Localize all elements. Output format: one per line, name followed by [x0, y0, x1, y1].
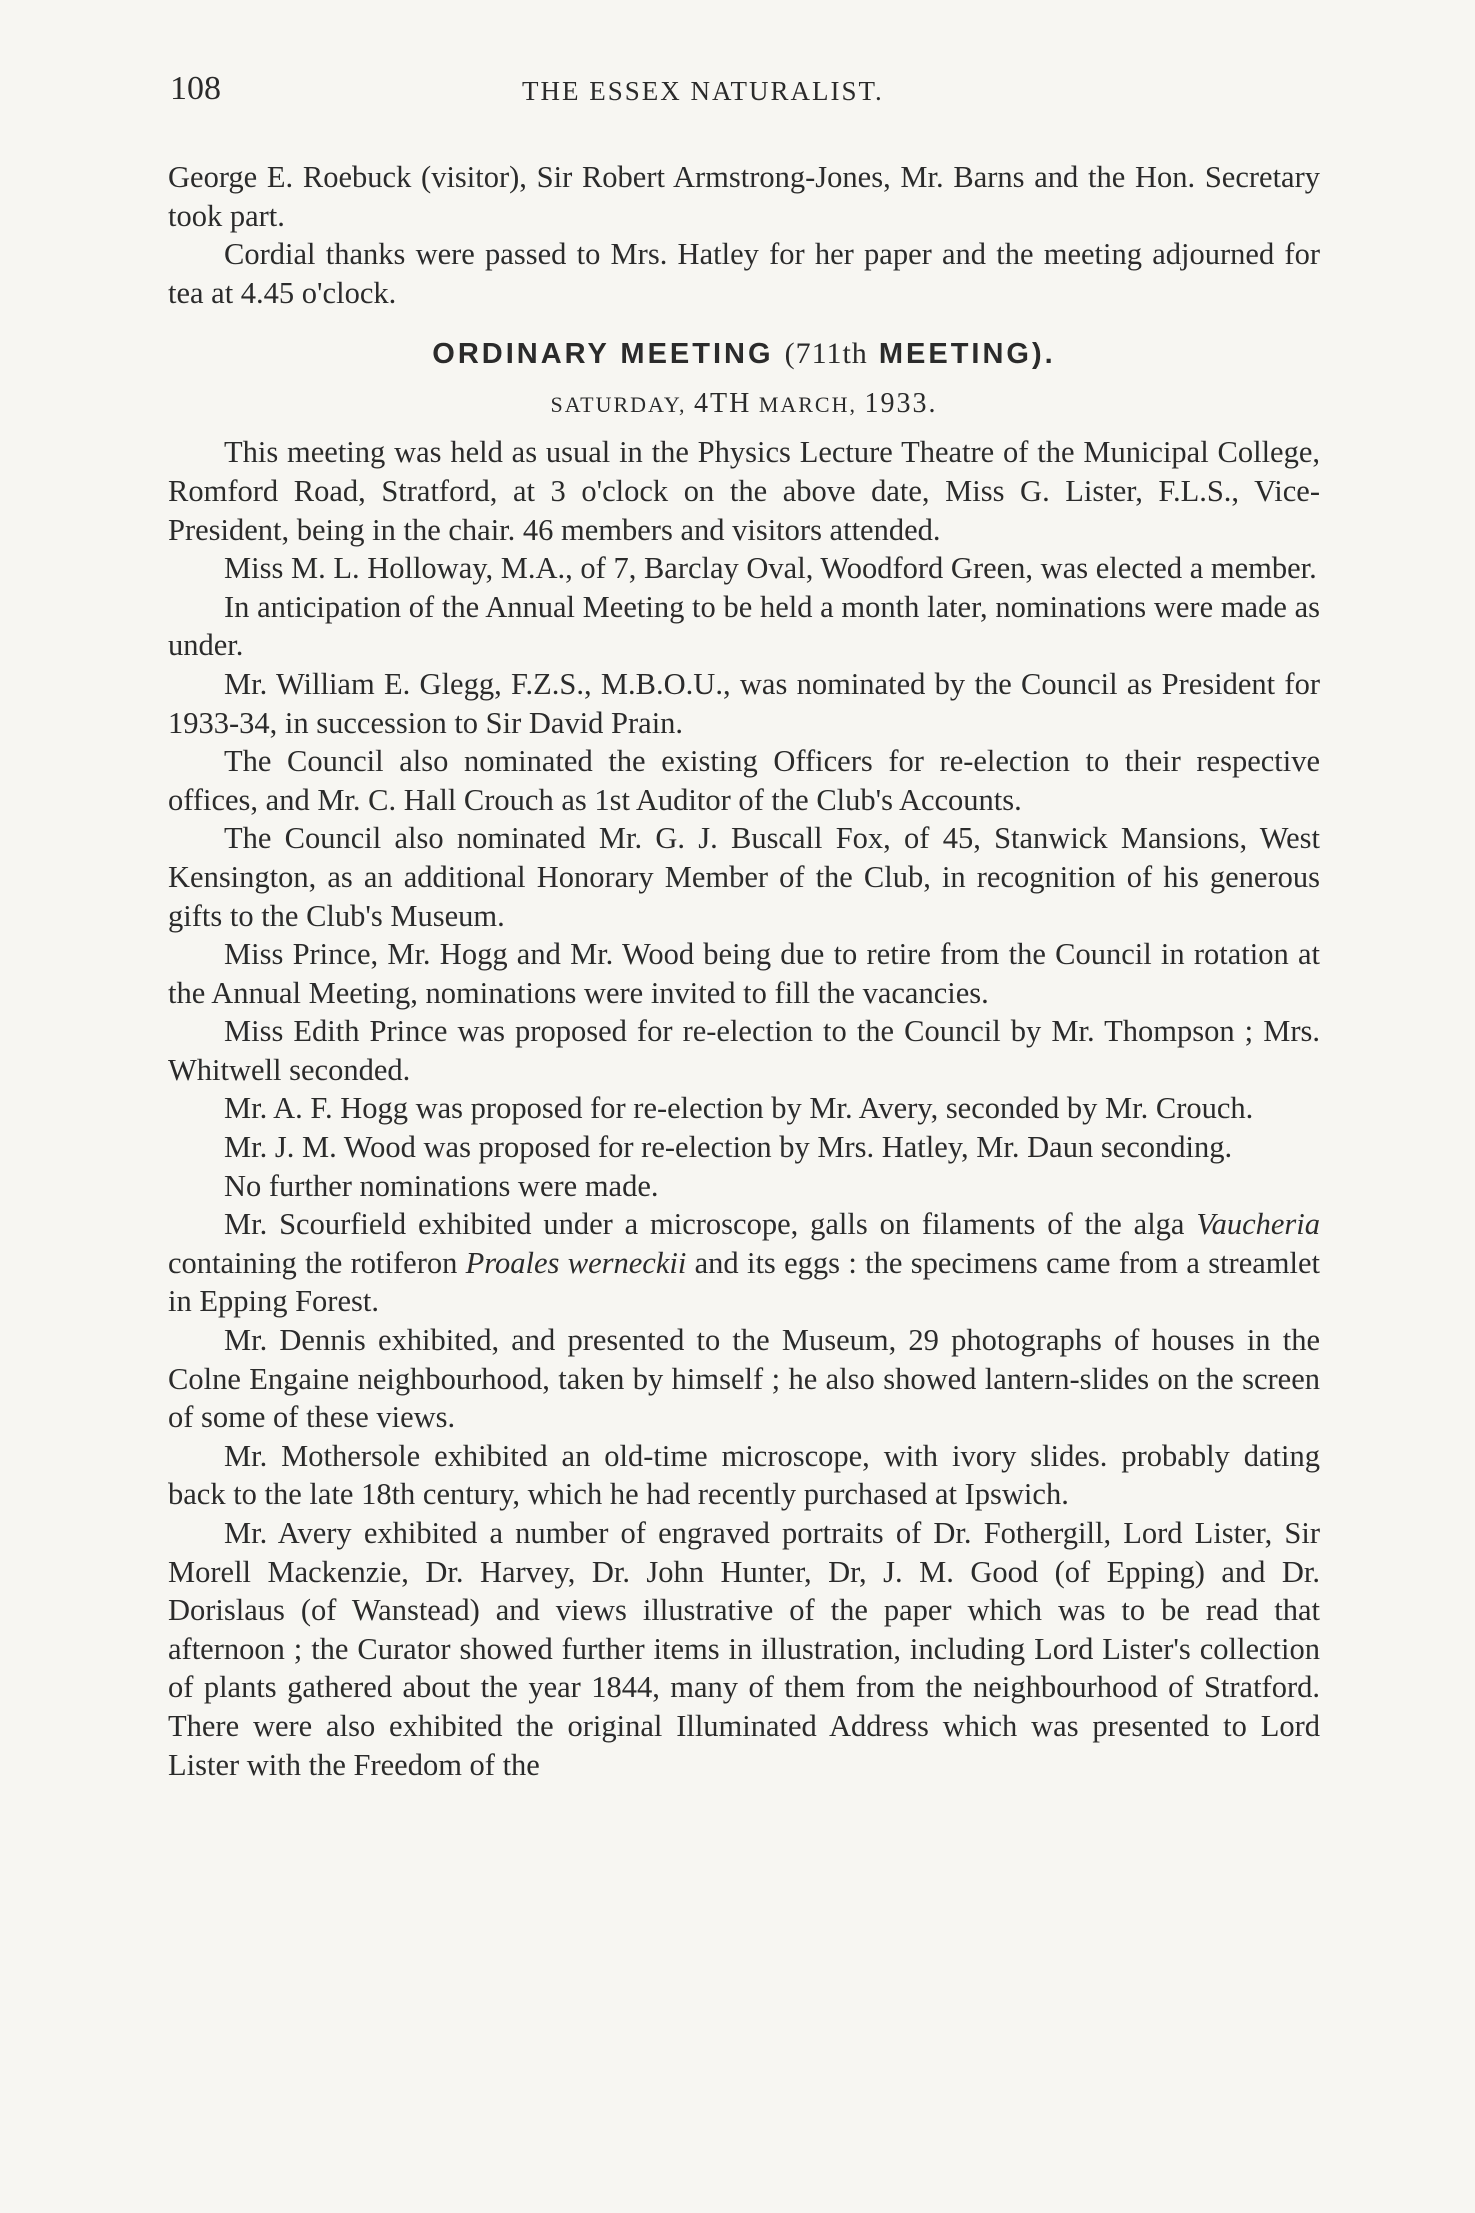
paragraph: Mr. Avery exhibited a number of engraved portraits of Dr. Fothergill, Lord Lister, Sir Morell Mackenzie, Dr. Harvey, Dr. John Hunter, Dr, J. M. Good (of Epping) and Dr. Dorislaus (of Wanstead) and views illustrative of the paper which was to be read that afternoon ; the Curator showed further items in illustration, including Lord Lister's collection of plants gathered about the year 1844, many of them from the neighbourhood of Stratford. There were also exhibited the original Illuminated Address which was presented to Lord Lister with the Freedom of the — [168, 1516, 1320, 1782]
paragraph: The Council also nominated the existing Officers for re-election to their respective offices, and Mr. C. Hall Crouch as 1st Auditor of the Club's Accounts. — [168, 744, 1320, 817]
paragraph: Mr. Dennis exhibited, and presented to the Museum, 29 photographs of houses in the Colne Engaine neighbourhood, taken by himself ; he also showed lantern-slides on the screen of some of these views. — [168, 1323, 1320, 1435]
section-heading — [168, 330, 1320, 378]
paragraph: Mr. J. M. Wood was proposed for re-election by Mrs. Hatley, Mr. Daun seconding. — [224, 1130, 1233, 1165]
page-number: 108 — [170, 70, 221, 107]
paragraph-text: Mr. Scourfield exhibited under a microscope, galls on filaments of the alga — [224, 1207, 1197, 1242]
paragraph: Miss Prince, Mr. Hogg and Mr. Wood being due to retire from the Council in rotation at the Annual Meeting, nominations were invited to fill the vacancies. — [168, 937, 1320, 1010]
paragraph-text: containing the rotiferon — [168, 1245, 466, 1280]
paragraph: No further nominations were made. — [224, 1168, 659, 1203]
species-name: Proales werneckii — [465, 1245, 687, 1280]
paragraph: Miss M. L. Holloway, M.A., of 7, Barclay Oval, Woodford Green, was elected a member. — [224, 551, 1317, 586]
running-head — [168, 70, 1320, 120]
section-heading-number: (711th — [784, 337, 868, 371]
paragraph: Mr. Mothersole exhibited an old-time microscope, with ivory slides. probably dating back to the late 18th century, which he had recently purchased at Ipswich. — [168, 1438, 1320, 1512]
paragraph: This meeting was held as usual in the Physics Lecture Theatre of the Municipal College, Romford Road, Stratford, at 3 o'clock on the above date, Miss G. Lister, F.L.S., Vice-President, being in the chair. 46 members and visitors attended. — [168, 435, 1320, 547]
section-heading-meeting: MEETING). — [878, 338, 1056, 371]
paragraph: Miss Edith Prince was proposed for re-election to the Council by Mr. Thompson ; Mrs. Whitwell seconded. — [168, 1014, 1320, 1087]
date-month: MARCH, — [758, 392, 857, 418]
date-weekday: SATURDAY, — [550, 392, 687, 418]
paragraph-with-species — [168, 1205, 1320, 1321]
section-heading-title: ORDINARY MEETING — [432, 338, 774, 371]
page — [168, 70, 1320, 1784]
meeting-date — [168, 382, 1320, 427]
date-day: 4TH — [693, 388, 752, 420]
date-year: 1933. — [864, 388, 938, 420]
body-text — [168, 158, 1320, 1784]
species-name: Vaucheria — [1196, 1207, 1320, 1242]
journal-title: THE ESSEX NATURALIST. — [522, 76, 884, 106]
paragraph: The Council also nominated Mr. G. J. Buscall Fox, of 45, Stanwick Mansions, West Kensington, as an additional Honorary Member of the Club, in recognition of his generous gifts to the Club's Museum. — [168, 821, 1320, 933]
paragraph: In anticipation of the Annual Meeting to be held a month later, nominations were made as under. — [168, 589, 1320, 663]
paragraph: Mr. William E. Glegg, F.Z.S., M.B.O.U., was nominated by the Council as President for 1933-34, in succession to Sir David Prain. — [168, 666, 1320, 740]
paragraph-text: and its eggs : the specimens came from a streamlet in Epping Forest. — [168, 1245, 1320, 1319]
paragraph: Mr. A. F. Hogg was proposed for re-election by Mr. Avery, seconded by Mr. Crouch. — [224, 1091, 1254, 1126]
closing-paragraph: Cordial thanks were passed to Mrs. Hatley for her paper and the meeting adjourned for tea at 4.45 o'clock. — [168, 237, 1320, 310]
continued-paragraph: George E. Roebuck (visitor), Sir Robert Armstrong-Jones, Mr. Barns and the Hon. Secretary took part. — [168, 160, 1320, 233]
